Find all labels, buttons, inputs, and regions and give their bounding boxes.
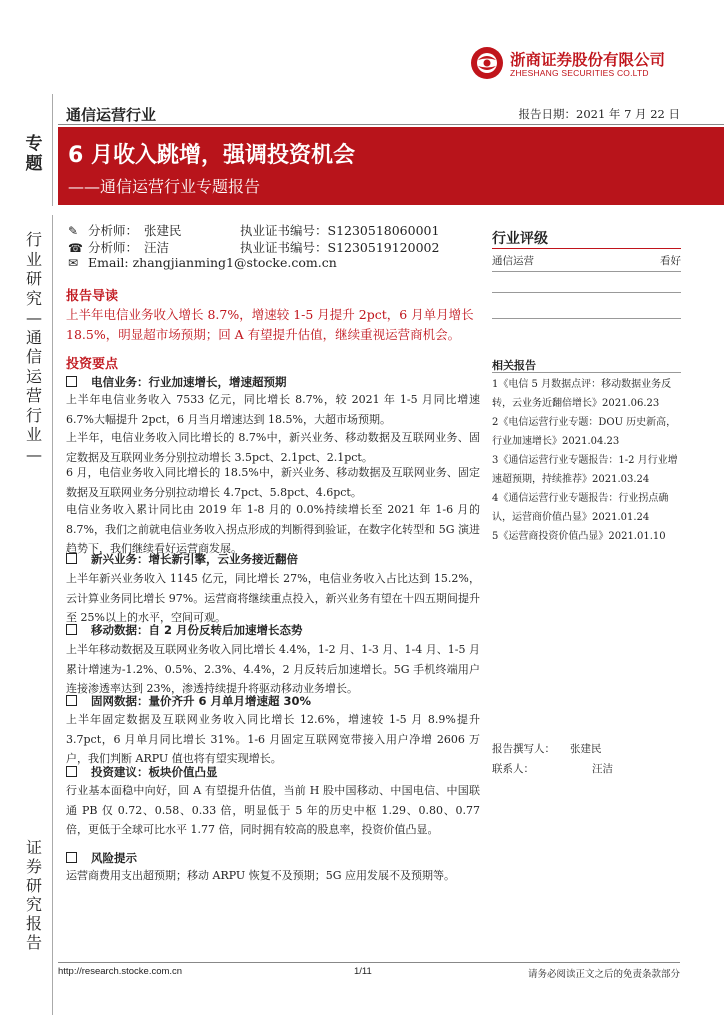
guide-heading: 报告导读	[66, 289, 119, 304]
section-heading: 电信业务：行业加速增长，增速超预期	[66, 374, 287, 390]
zheshang-logo-icon	[470, 46, 504, 80]
rating-sector: 通信运营	[492, 255, 534, 267]
footer-url[interactable]: http://research.stocke.com.cn	[58, 966, 183, 977]
rating-rule	[492, 271, 681, 272]
cert-number: S1230519120002	[327, 240, 440, 255]
rating-row	[492, 253, 681, 268]
contact-row	[492, 761, 613, 776]
email-address[interactable]: Email: zhangjianming1@stocke.com.cn	[87, 255, 337, 270]
checkbox-bullet-icon	[66, 553, 77, 564]
cert-label: 执业证书编号：	[239, 223, 328, 238]
section-heading: 固网数据：量价齐升 6 月单月增速超 30%	[66, 693, 311, 709]
industry-label: 通信运营行业	[66, 106, 157, 124]
section-paragraph: 6 月，电信业务收入同比增长的 18.5%中，新兴业务、移动数据及互联网业务、固定数据及互联网业务分别拉动增长 4.7pct、5.8pct、4.6pct。	[66, 466, 480, 499]
checkbox-bullet-icon	[66, 624, 77, 635]
report-subtitle: ——通信运营行业专题报告	[68, 177, 261, 196]
contact-label: 报告撰写人：	[492, 743, 555, 755]
phone-icon: ☎	[68, 241, 83, 255]
company-logo	[470, 44, 680, 84]
side-divider-top	[52, 94, 53, 206]
section-paragraph: 上半年电信业务收入 7533 亿元，同比增长 8.7%，较 2021 年 1-5 月同比增速 6.7%大幅提升 2pct，6 月当月增速达到 18.5%，大超市场预期。	[66, 393, 480, 426]
section-paragraph: 运营商费用支出超预期；移动 ARPU 恢复不及预期；5G 应用发展不及预期等。	[66, 869, 455, 882]
report-date: 报告日期：2021 年 7 月 22 日	[518, 107, 680, 121]
side-bottom-label: 证券研究报告	[25, 838, 42, 952]
section-paragraph: 行业基本面稳中向好，回 A 有望提升估值，当前 H 股中国移动、中国电信、中国联通 PB 仅 0.72、0.58、0.33 倍，明显低于 5 年的历史中枢 1.29、0.80、0.77 倍，更低于全球可比水平 1.77 倍，同时拥有较高的股息率，投资价值凸显。	[66, 784, 480, 836]
rating-divider	[492, 248, 681, 249]
rating-rule	[492, 318, 681, 319]
mail-icon: ✉	[68, 256, 79, 270]
related-item[interactable]: 1《电信 5 月数据点评：移动数据业务反转，云业务近翻倍增长》2021.06.23	[492, 379, 672, 409]
section-paragraph: 上半年移动数据及互联网业务收入同比增长 4.4%，1-2 月、1-3 月、1-4 月、1-5 月累计增速为-1.2%、0.5%、2.3%、4.4%，2 月反转后加速增长。5G 手机终端用户连接渗透率达到 23%，渗透持续提升将驱动移动业务增长。	[66, 643, 480, 695]
rating-value: 看好	[660, 255, 681, 267]
contact-name: 汪洁	[592, 763, 613, 775]
company-name-cn: 浙商证券股份有限公司	[510, 51, 666, 69]
section-heading: 移动数据：自 2 月份反转后加速增长态势	[66, 622, 303, 638]
side-divider	[52, 215, 53, 1015]
pen-icon: ✎	[68, 224, 79, 238]
analyst-row	[68, 238, 439, 256]
rating-heading: 行业评级	[492, 231, 548, 247]
section-paragraph: 上半年新兴业务收入 1145 亿元，同比增长 27%，电信业务收入占比达到 15.2%，云计算业务同比增长 97%。运营商将继续重点投入，新兴业务有望在十四五期间提升至 25%以上的水平，空间可观。	[66, 572, 480, 624]
side-series-label: 行业研究—通信运营行业—	[25, 230, 42, 464]
related-item[interactable]: 2《电信运营行业专题：DOU 历史新高，行业加速增长》2021.04.23	[492, 417, 677, 447]
side-topic-label: 专题	[25, 134, 43, 174]
contact-name: 张建民	[570, 743, 602, 755]
section-paragraph: 上半年固定数据及互联网业务收入同比增长 12.6%，增速较 1-5 月 8.9%提升 3.7pct，6 月单月同比增长 31%。1-6 月固定互联网宽带接入用户净增 2606 万户，我们判断 ARPU 值也将有望实现增长。	[66, 713, 480, 765]
header-divider	[58, 124, 724, 125]
related-divider	[492, 372, 681, 373]
section-paragraph: 电信业务收入累计同比由 2019 年 1-8 月的 0.0%持续增长至 2021 年 1-6 月的 8.7%，我们之前就电信业务收入拐点形成的判断得到验证，在数字化转型和 5G 演进趋势下，我们继续看好运营商发展。	[66, 503, 480, 555]
section-heading: 投资建议：板块价值凸显	[66, 764, 218, 780]
report-title: 6 月收入跳增，强调投资机会	[68, 143, 355, 168]
checkbox-bullet-icon	[66, 766, 77, 777]
checkbox-bullet-icon	[66, 852, 77, 863]
guide-text: 上半年电信业务收入增长 8.7%，增速较 1-5 月提升 2pct，6 月单月增长 18.5%，明显超市场预期；回 A 有望提升估值，继续重视运营商机会。	[66, 307, 474, 342]
related-heading: 相关报告	[492, 359, 536, 372]
email-row	[68, 255, 337, 270]
points-heading: 投资要点	[66, 357, 119, 372]
section-paragraph: 上半年，电信业务收入同比增长的 8.7%中，新兴业务、移动数据及互联网业务、固定数据及互联网业务分别拉动增长 3.5pct、2.1pct、2.1pct。	[66, 431, 480, 464]
footer-divider	[58, 962, 680, 963]
contact-row	[492, 741, 602, 756]
related-list	[492, 375, 684, 546]
cert-number: S1230518060001	[327, 223, 440, 238]
checkbox-bullet-icon	[66, 376, 77, 387]
related-item[interactable]: 5《运营商投资价值凸显》2021.01.10	[492, 531, 666, 542]
analyst-name: 张建民	[143, 223, 182, 238]
checkbox-bullet-icon	[66, 695, 77, 706]
page-number: 1/11	[354, 966, 372, 977]
analyst-role: 分析师：	[87, 223, 138, 238]
section-heading: 新兴业务：增长新引擎，云业务接近翻倍	[66, 551, 298, 567]
contact-label: 联系人：	[492, 763, 534, 775]
analyst-role: 分析师：	[87, 240, 138, 255]
related-item[interactable]: 3《通信运营行业专题报告：1-2 月行业增速超预期，持续推荐》2021.03.24	[492, 455, 678, 485]
company-name-en: ZHESHANG SECURITIES CO.LTD	[510, 68, 649, 78]
rating-rule	[492, 292, 681, 293]
section-heading: 风险提示	[66, 850, 137, 866]
analyst-row	[68, 221, 439, 239]
analyst-name: 汪洁	[143, 240, 169, 255]
cert-label: 执业证书编号：	[239, 240, 328, 255]
related-item[interactable]: 4《通信运营行业专题报告：行业拐点确认，运营商价值凸显》2021.01.24	[492, 493, 669, 523]
footer-disclaimer: 请务必阅读正文之后的免责条款部分	[527, 969, 680, 980]
